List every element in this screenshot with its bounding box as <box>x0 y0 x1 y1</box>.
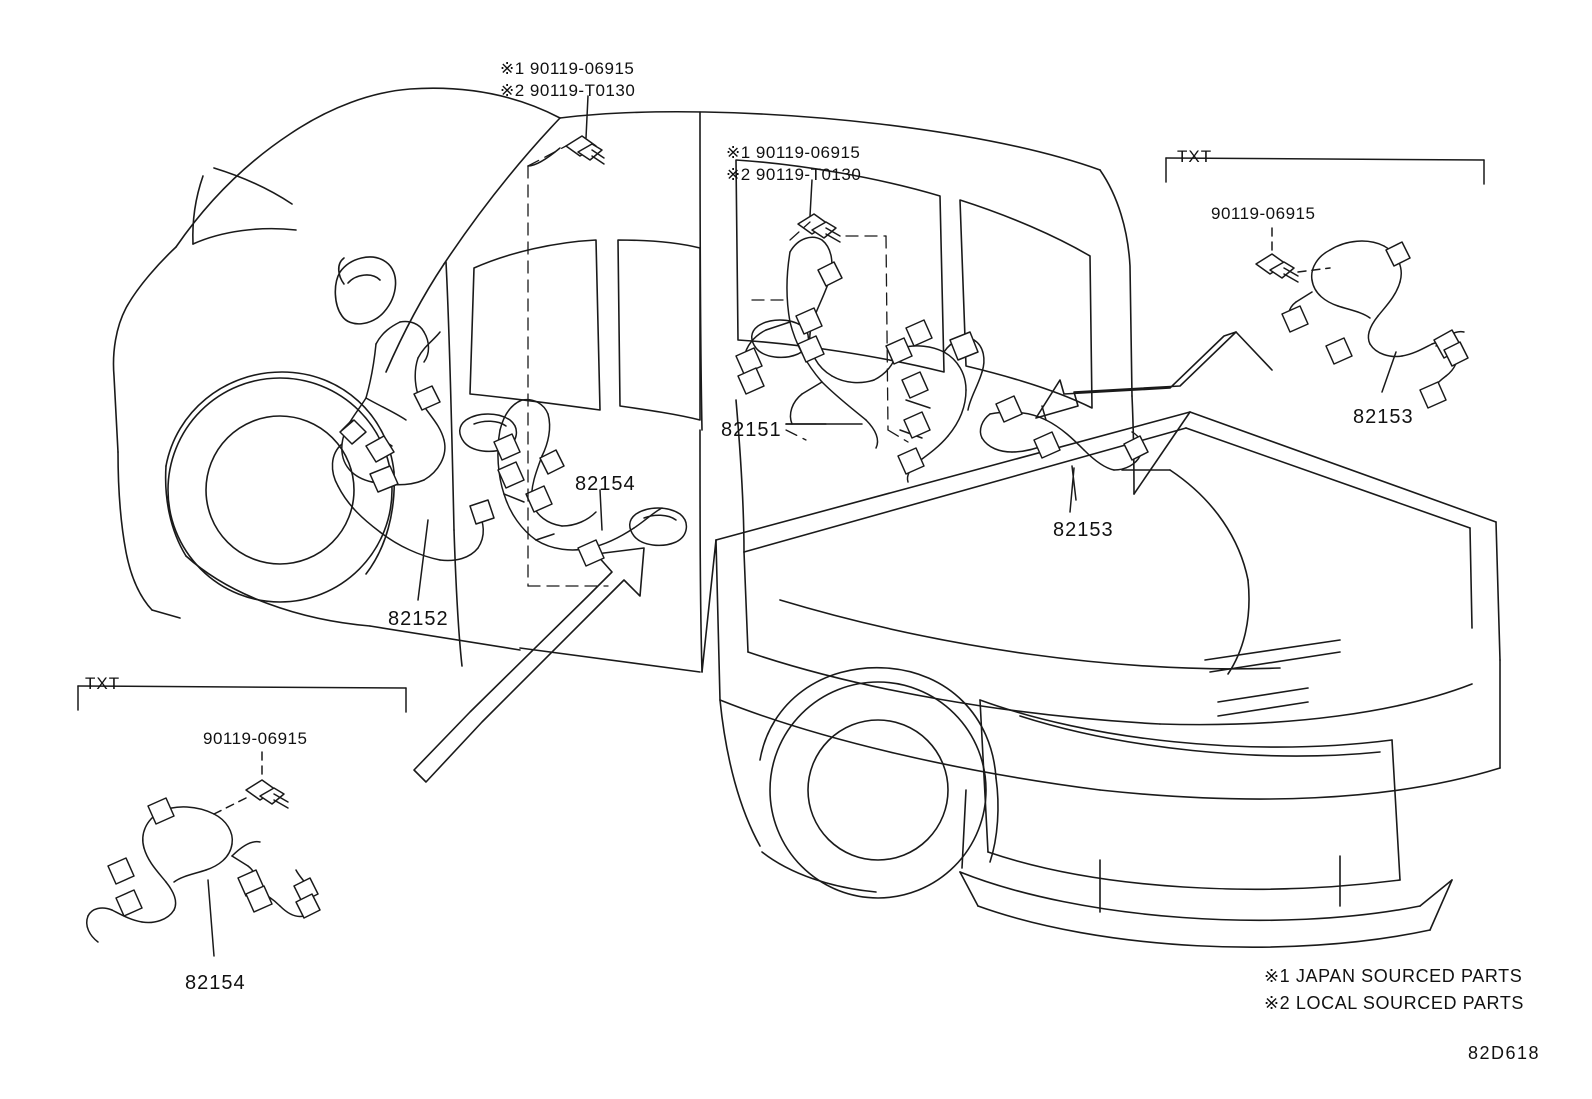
inset-right-82153 <box>1166 158 1484 408</box>
note-local-sourced: ※2 LOCAL SOURCED PARTS <box>1264 993 1525 1013</box>
inset-right-part-number-82153: 82153 <box>1353 406 1414 428</box>
inset-left-82154 <box>78 686 406 942</box>
bolt-90119-top <box>528 96 604 166</box>
harness-82153-main <box>980 396 1148 512</box>
callout-arrows <box>414 332 1272 782</box>
part-number-82152: 82152 <box>388 608 449 630</box>
note-japan-sourced: ※1 JAPAN SOURCED PARTS <box>1264 966 1523 986</box>
callout-bolt-mid-1: ※1 90119-06915 <box>726 143 861 162</box>
diagram-code: 82D618 <box>1468 1043 1541 1063</box>
part-number-82151: 82151 <box>721 419 782 441</box>
part-number-82154-main: 82154 <box>575 473 636 495</box>
harness-82152 <box>332 321 494 560</box>
harness-82151 <box>736 237 984 482</box>
callout-bolt-top-2: ※2 90119-T0130 <box>500 81 636 100</box>
pickup-bed-outline <box>702 400 1500 947</box>
bolt-90119-mid <box>798 180 840 242</box>
inset-right-txt-label: TXT <box>1177 147 1213 166</box>
inset-left-part-number-82154: 82154 <box>185 972 246 994</box>
callout-bolt-mid-2: ※2 90119-T0130 <box>726 165 862 184</box>
inset-left-bolt-number: 90119-06915 <box>203 729 308 748</box>
inset-right-bolt-number: 90119-06915 <box>1211 204 1316 223</box>
part-number-82153-main: 82153 <box>1053 519 1114 541</box>
harness-82154-main <box>460 400 687 566</box>
inset-left-txt-label: TXT <box>85 674 121 693</box>
callout-bolt-top-1: ※1 90119-06915 <box>500 59 635 78</box>
vehicle-body-outline <box>114 88 1135 672</box>
